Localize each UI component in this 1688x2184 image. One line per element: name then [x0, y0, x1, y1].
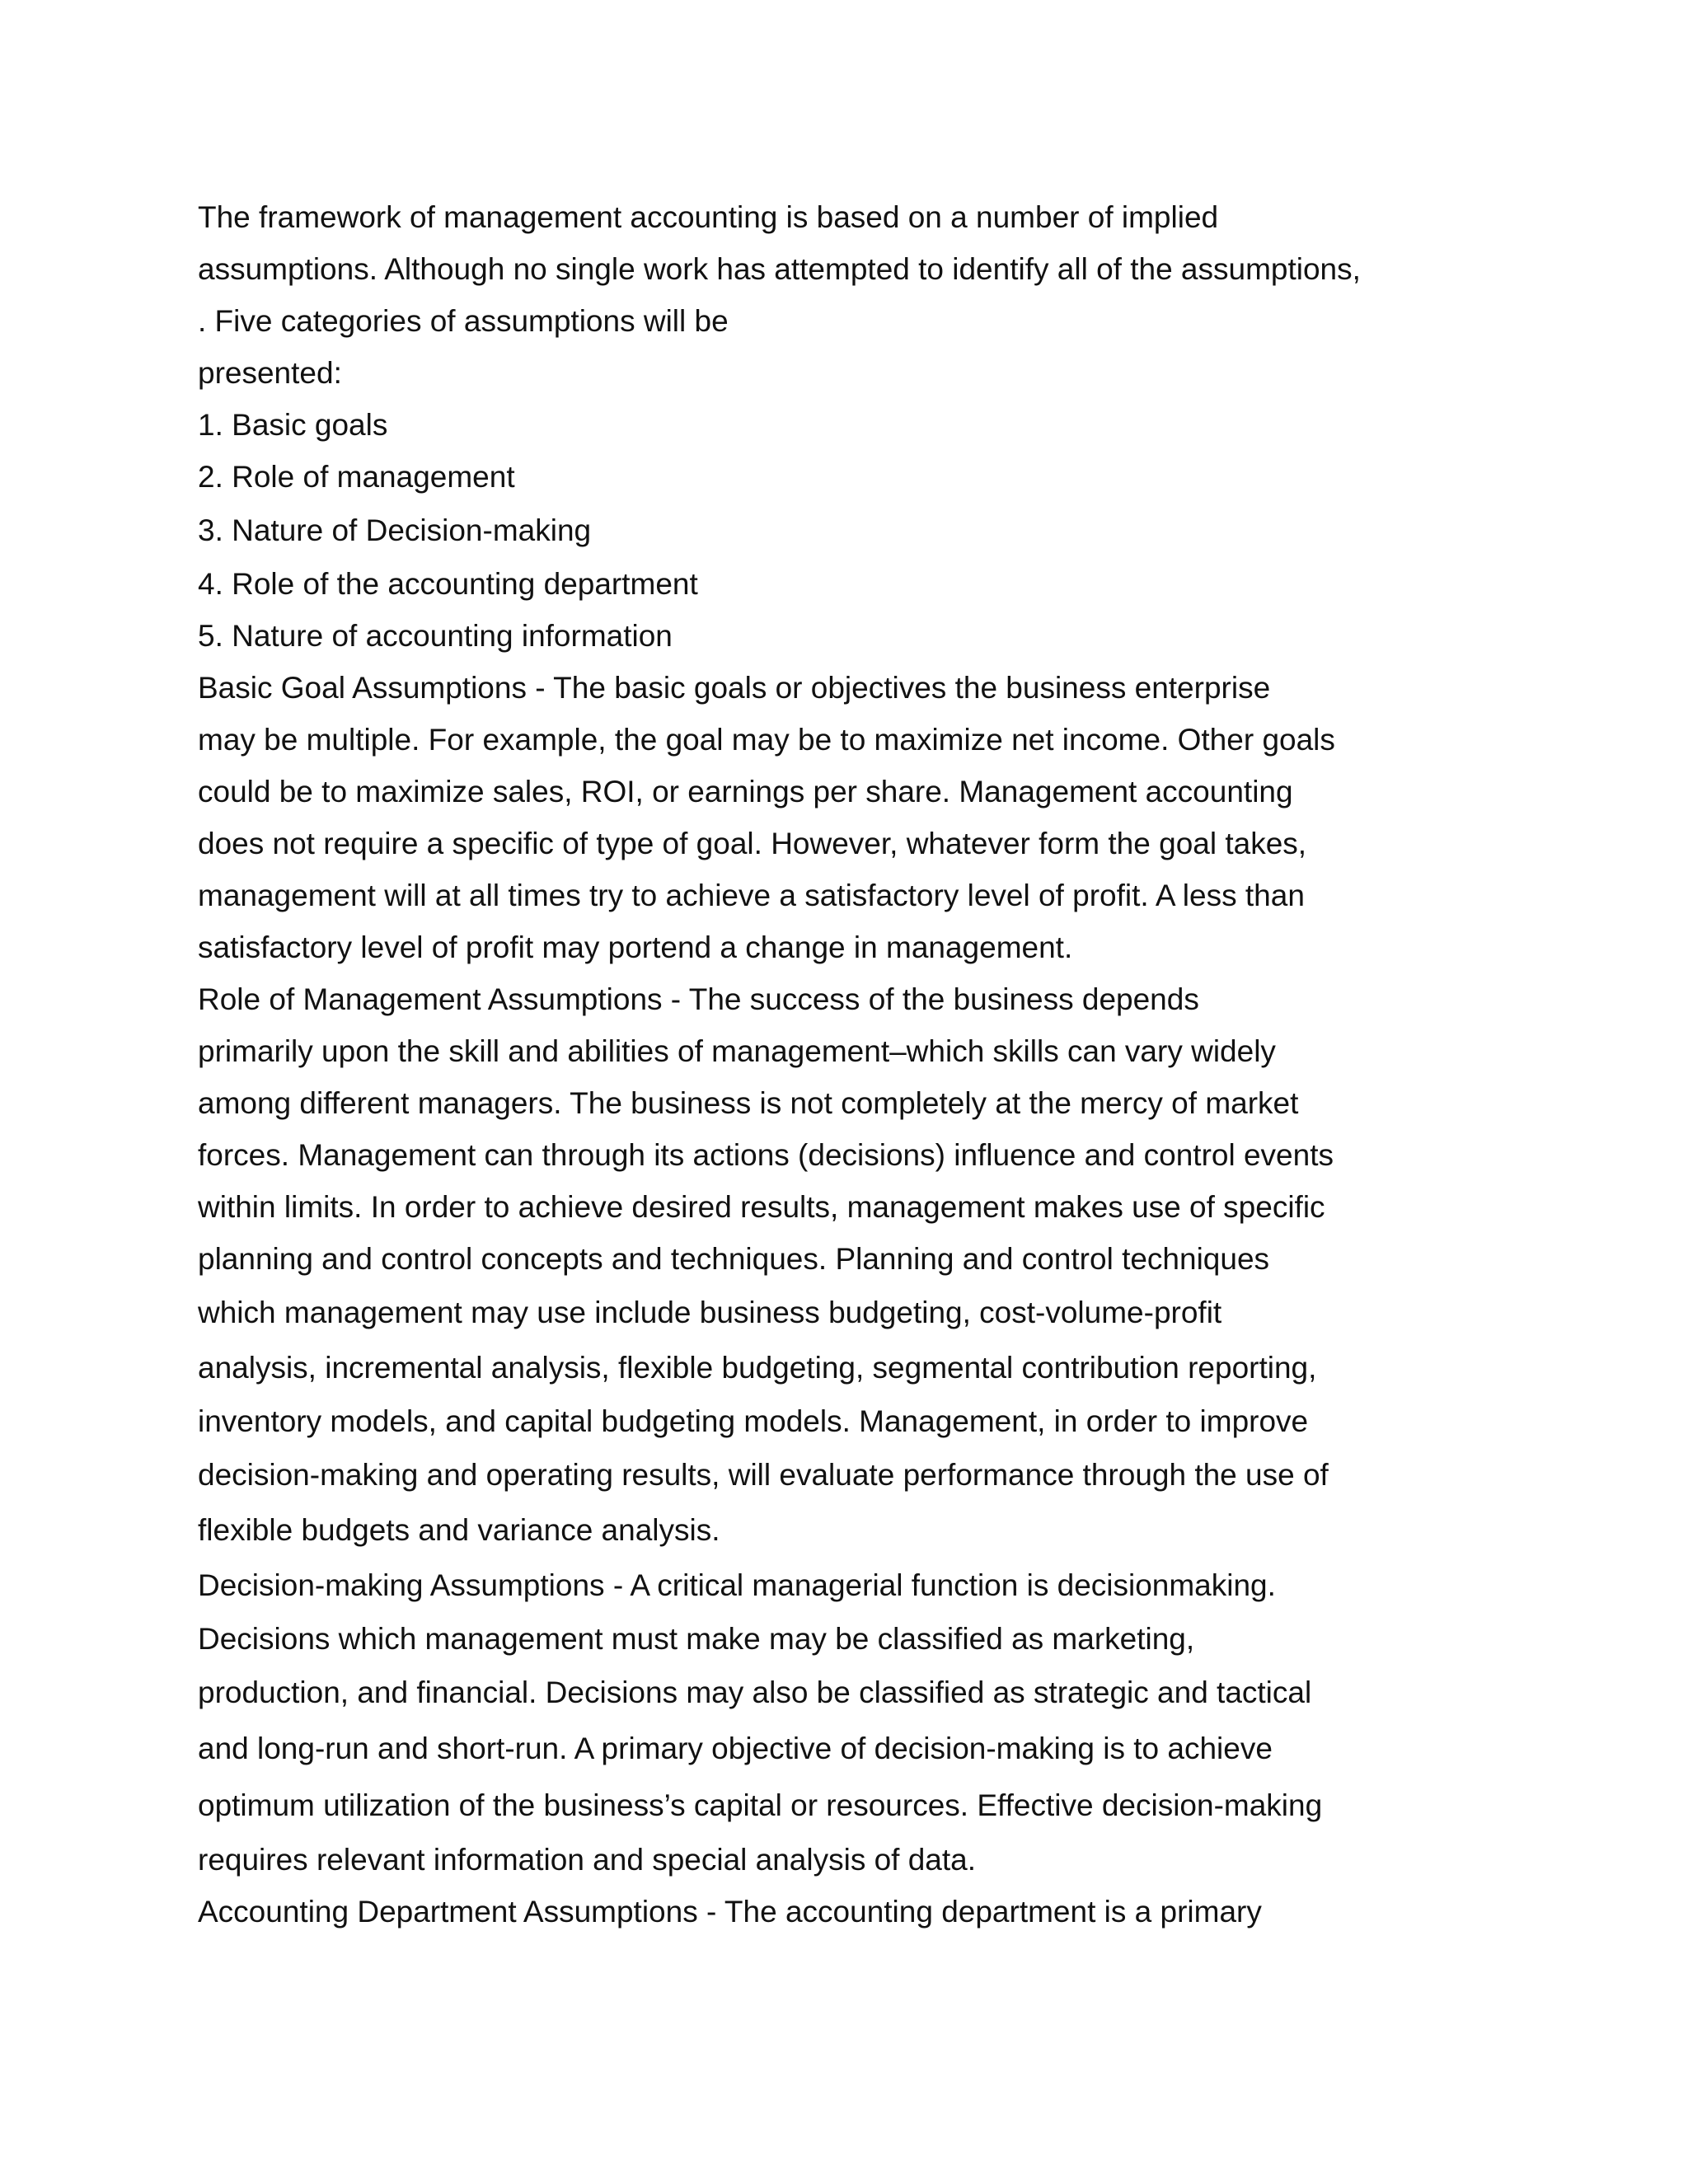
text-line: decision‑making and operating results, will evaluate performance through the use of [198, 1458, 1329, 1492]
text-line: satisfactory level of profit may portend a change in management. [198, 930, 1073, 964]
text-line: primarily upon the skill and abilities of management–which skills can vary widely [198, 1034, 1276, 1068]
list-item: 4. Role of the accounting department [198, 567, 698, 601]
text-line: Accounting Department Assumptions ‑ The accounting department is a primary [198, 1895, 1262, 1929]
text-line: Decisions which management must make may be classified as marketing, [198, 1622, 1195, 1656]
text-line: Role of Management Assumptions - The success of the business depends [198, 982, 1199, 1016]
text-line: does not require a specific of type of goal. However, whatever form the goal takes, [198, 827, 1307, 860]
text-line: requires relevant information and special analysis of data. [198, 1843, 977, 1877]
document-body [198, 191, 1615, 1938]
text-line: management will at all times try to achieve a satisfactory level of profit. A less than [198, 879, 1305, 912]
text-line: among different managers. The business is not completely at the mercy of market [198, 1086, 1299, 1120]
text-line: within limits. In order to achieve desired results, management makes use of specific [198, 1190, 1325, 1224]
text-line: . Five categories of assumptions will be [198, 304, 729, 338]
text-line: analysis, incremental analysis, flexible budgeting, segmental contribution reporting, [198, 1351, 1317, 1385]
list-item: 5. Nature of accounting information [198, 619, 673, 653]
text-line: flexible budgets and variance analysis. [198, 1513, 720, 1547]
list-item: 1. Basic goals [198, 408, 388, 442]
text-line: forces. Management can through its actions (decisions) influence and control events [198, 1138, 1334, 1172]
text-line: could be to maximize sales, ROI, or earnings per share. Management accounting [198, 775, 1293, 808]
text-line: may be multiple. For example, the goal may be to maximize net income. Other goals [198, 723, 1335, 757]
text-line: Decision‑making Assumptions ‑ A critical managerial function is decisionmaking. [198, 1568, 1276, 1602]
text-line: presented: [198, 356, 342, 390]
text-line: optimum utilization of the business’s capital or resources. Effective decision‑making [198, 1788, 1323, 1822]
text-line: assumptions. Although no single work has attempted to identify all of the assumptions, [198, 252, 1361, 286]
text-line: which management may use include business budgeting, cost‑volume‑profit [198, 1296, 1222, 1329]
list-item: 2. Role of management [198, 460, 515, 494]
text-line: Basic Goal Assumptions - The basic goals or objectives the business enterprise [198, 671, 1271, 705]
text-line: The framework of management accounting is based on a number of implied [198, 200, 1219, 234]
text-line: planning and control concepts and techniques. Planning and control techniques [198, 1242, 1270, 1276]
text-line: production, and financial. Decisions may also be classified as strategic and tactical [198, 1675, 1312, 1709]
text-line: and long‑run and short‑run. A primary objective of decision‑making is to achieve [198, 1732, 1273, 1765]
text-line: inventory models, and capital budgeting models. Management, in order to improve [198, 1404, 1309, 1438]
list-item: 3. Nature of Decision‑making [198, 513, 592, 547]
